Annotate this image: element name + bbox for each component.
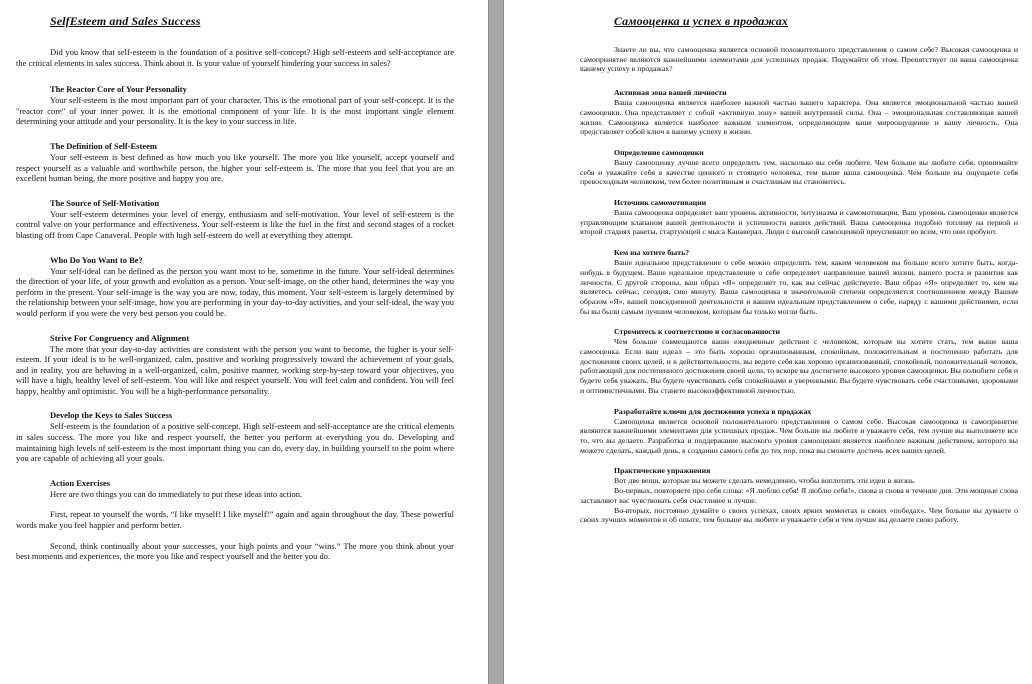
action-paragraph: Here are two things you can do immediately to put these ideas into action. — [50, 488, 303, 499]
section-heading: Практические упражнения — [614, 466, 711, 476]
section-body: Чем больше совмещаются ваши ежедневные действия с человеком, которым вы хотите стать, тем выше ваша самооценка. Если ваш идеал – это быть хорошо организованным, спокойным, положительным и постепенно работать для достижения своих целей, и в действительности, вы ведете себя как хорошо организованный, спокойный, положительный человек, работающий для постепенного достижения своей цели, то вскоре вы достигнете высокого уровня самооценки. Вы полюбите себя и будете себя уважать. Вы будете чувствовать себя спокойными и уверенными. Вы будете чувствовать себя счастливыми, здоровыми и оптимистичными. Вы станете высокоэффективной личностью. — [580, 337, 1018, 395]
section-heading: Strive For Congruency and Alignment — [50, 332, 190, 343]
section-body: Ваше идеальное представление о себе можно определить тем, каким человеком вы больше всего хотите быть, когда-нибудь в будущем. Ваше идеальное представление о себе определяет направление вашей жизни, вашего роста и развития как личности. С другой стороны, ваш образ «Я» определяет то, как вы сейчас действуете. Ваш образ «Я» определяет то, кем вы являетесь сейчас, сегодня, сию минуту. Ваша самооценка в значительной степени определяется соотношением между Вашим образом «Я», вашей повседневной деятельности и вашим идеальным представлением о себе, наряду с вашими действиями, если бы вы были самым лучшим человеком, которым бы только могли быть. — [580, 258, 1018, 316]
russian-section-action-exercises — [580, 466, 1018, 525]
russian-section-keys-to-success — [580, 407, 1018, 456]
russian-section-active-zone — [580, 88, 1018, 137]
section-heading: Кем вы хотите быть? — [614, 248, 690, 258]
english-section-congruency — [16, 333, 454, 397]
english-section-keys-to-success — [16, 410, 454, 463]
english-section-reactor-core — [16, 84, 454, 127]
english-title: SelfEsteem and Sales Success — [50, 14, 201, 28]
section-heading: Action Exercises — [50, 477, 111, 488]
english-intro: Did you know that self-esteem is the foundation of a positive self-concept? High self-esteem and self-acceptance are the critical elements in sales success. Think about it. Is your value of yourself hindering your success in sales? — [16, 47, 454, 68]
section-heading: Активная зона вашей личности — [614, 88, 727, 98]
section-body: Your self-esteem is best defined as how much you like yourself. The more you like yourself, accept yourself and respect yourself as a valuable and worthwhile person, the higher your self-esteem is. The more that you feel that you are an excellent human being, the more positive and happy you are. — [16, 151, 454, 184]
section-heading: Develop the Keys to Sales Success — [50, 410, 173, 421]
section-body: Вашу самооценку лучше всего определить тем, насколько вы себя любите. Чем больше вы любите себя, принимайте себя и уважайте себя в качестве ценного и стоящего человека, тем выше ваша самооценка. Чем больше вы ощущаете себя превосходным человеком, тем более позитивным и счастливым вы становитесь. — [580, 157, 1018, 187]
section-body: Ваша самооценка определяет ваш уровень активности, энтузиазма и самомотивации. Ваш уровень самооценки является управляющим клапаном вашей деятельности и успешности ваших действий. Ваша самооценка подобно топливу на первой и второй стадиях ракеты, стартующей с мыса Канаверал. Люди с высокой самооценкой преуспевают во всем, что они пробуют. — [580, 208, 1018, 237]
russian-section-self-motivation — [580, 198, 1018, 237]
english-page — [0, 0, 488, 684]
russian-page — [504, 0, 1032, 684]
section-heading: Источник самомотивации — [614, 198, 707, 208]
action-paragraph: Во-первых, повторяете про себя слова: «Я люблю себя! Я люблю себя!», снова и снова в течение дня. Эти мощные слова заставляют вас чувствовать себя счастливее и лучше. — [580, 486, 1018, 505]
english-section-definition — [16, 141, 454, 184]
section-heading: Who Do You Want to Be? — [50, 254, 143, 265]
section-heading: The Reactor Core of Your Personality — [50, 84, 187, 95]
action-paragraph: First, repeat to yourself the words, “I like myself! I like myself!” again and again throughout the day. These powerful words make you feel happier and perform better. — [16, 509, 454, 531]
section-body: Your self-esteem determines your level of energy, enthusiasm and self-motivation. Your level of self-esteem is the control valve on your performance and effectiveness. Your self-esteem is like the fuel in the first and second stages of a rocket blasting off from Cape Canaveral. People with high self-esteem do well at everything they attempt. — [16, 208, 454, 240]
section-body: Your self-esteem is the most important part of your character. This is the emotional part of your self-concept. It is the "reactor core" of your inner power. It is the emotional component of your life. It is the most important single element determining your attitude and your personality. It is the key to your success in life. — [16, 95, 454, 127]
section-body: Ваша самооценка является наиболее важной частью вашего характера. Она является эмоциональной частью вашей самооценки. Она представляет с собой «активную зону» вашей внутренней силы. Она – эмоциональная составляющая вашей жизни. Самооценка является наиболее важным элементом, определяющим ваше мироощущение и вашу личность. Она представляет собой ключ к вашему успеху в жизни. — [580, 98, 1018, 137]
section-body: The more that your day-to-day activities are consistent with the person you want to become, the higher is your self-esteem. If your ideal is to be well-organized, calm, positive and working progressively toward the achievement of your goals, and in reality, you are behaving in a well-organized, calm, positive manner, working step-by-step toward your objectives, you will have a high, healthy level of self-esteem. You will like and respect yourself. You will feel calm and confident. You will feel happy, healthy and optimistic. You will be a high-performance personality. — [16, 343, 454, 396]
action-paragraph: Second, think continually about your successes, your high points and your “wins.” The more you think about your best moments and experiences, the more you like and respect yourself and the better you do. — [16, 540, 454, 562]
english-section-action-exercises — [16, 478, 454, 562]
page-divider — [488, 0, 504, 684]
section-heading: Определение самооценки — [614, 147, 704, 157]
section-heading: Разработайте ключи для достижения успеха в продажах — [614, 406, 812, 416]
action-paragraph: Во-вторых, постоянно думайте о своих успехах, своих ярких моментах и своих «победах». Чем больше вы думаете о своих лучших моментов и об опыте, тем больше вы любите и уважаете себя и тем лучше вы делаете свою работу. — [580, 505, 1018, 525]
english-section-self-motivation — [16, 198, 454, 241]
section-heading: The Source of Self-Motivation — [50, 197, 160, 208]
russian-section-congruency — [580, 327, 1018, 395]
russian-intro: Знаете ли вы, что самооценка является основой положительного представления о самом себе? Высокая самооценка и самопринятие являются важнейшими элементами для успешных продаж. Подумайте об этом. Препятствует ли ваша самооценка вашему успеху в продажах? — [580, 45, 1018, 74]
section-heading: Стремитесь к соответствию и согласованности — [614, 327, 781, 337]
action-paragraph: Вот две вещи, которые вы можете сделать немедленно, чтобы воплотить эти идеи в жизнь. — [614, 476, 916, 486]
english-section-who-do-you-want-to-be — [16, 255, 454, 319]
section-body: Your self-ideal can be defined as the person you want most to be, sometime in the future. Your self-ideal determines the direction of your life, of your growth and evolution as a person. Your self-image, on the other hand, determines the way you perform in the present. Your self-image is the way you are now, today, this moment. Your self-esteem is largely determined by the relationship between your self-image, how you are performing in your day-to-day activities, and your self-ideal, the way you would perform if you were the very best person you could be. — [16, 265, 454, 318]
section-heading: The Definition of Self-Esteem — [50, 140, 157, 151]
russian-section-who-do-you-want-to-be — [580, 248, 1018, 316]
section-body: Self-esteem is the foundation of a positive self-concept. High self-esteem and self-acceptance are the critical elements in sales success. The more you like and respect yourself, the better you perform at everything you do. Developing and maintaining high levels of self-esteem is the most important thing you can do, every day, in building yourself to the point where you are capable of achieving all your goals. — [16, 421, 454, 464]
russian-section-definition — [580, 148, 1018, 187]
russian-title: Самооценка и успех в продажах — [614, 14, 788, 28]
section-body: Самооценка является основой положительного представления о самом себе. Высокая самооценка и самопринятие являются важнейшими элементами для успешных продаж. Чем больше вы любите и уважаете себя, тем лучше вы выполняете все то, что вы делаете. Разработка и поддержание высокого уровня самооценки является наиболее важным действием, которого вы можете сделать, каждый день, в создании самого себя до тех пор, пока вы сможете достичь всех ваших целей. — [580, 416, 1018, 455]
